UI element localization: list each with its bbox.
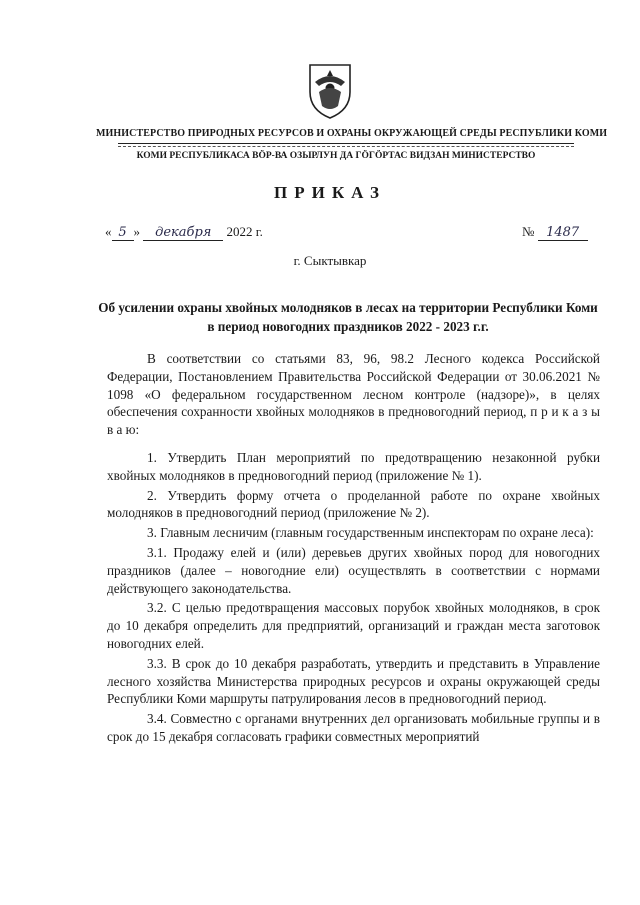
- order-subject: Об усилении охраны хвойных молодняков в лесах на территории Республики Коми в период новогодних праздников 2022 - 2023 г.г.: [98, 300, 598, 334]
- body-item-3-1: 3.1. Продажу елей и (или) деревьев других хвойных пород для новогодних праздников (далее – новогодние ели) осуществлять в соответствии с нормами действующего законодательства.: [107, 544, 600, 596]
- header-rule: [118, 143, 574, 144]
- header-rule-dashed: [118, 146, 574, 147]
- order-body: [107, 350, 600, 746]
- date-year: 2022 г.: [226, 224, 263, 239]
- date-open-quote: «: [105, 224, 112, 239]
- order-number-prefix: №: [522, 224, 535, 239]
- body-item-3-3: 3.3. В срок до 10 декабря разработать, утвердить и представить в Управление лесного хозяйства Министерства природных ресурсов и охраны окружающей среды Республики Коми маршруты патрулирования лесов в предновогодний период.: [107, 655, 600, 707]
- order-title: ПРИКАЗ: [274, 183, 386, 202]
- order-date: [105, 224, 263, 241]
- body-item-3: 3. Главным лесничим (главным государственным инспекторам по охране леса):: [147, 525, 594, 541]
- body-item-3-4: 3.4. Совместно с органами внутренних дел организовать мобильные группы и в срок до 15 декабря согласовать графики совместных мероприятий: [107, 711, 600, 744]
- ministry-name-komi: КОМИ РЕСПУБЛИКАСА ВӦР-ВА ОЗЫРЛУН ДА ГӦГӦРТАС ВИДЗАН МИНИСТЕРСТВО: [136, 151, 536, 161]
- date-month: декабря: [143, 225, 223, 241]
- order-city: г. Сыктывкар: [293, 253, 367, 268]
- body-preamble: В соответствии со статьями 83, 96, 98.2 Лесного кодекса Российской Федерации, Постановлением Правительства Российской Федерации от 30.06.2021 № 1098 «О федеральном государственном лесном контроле (надзоре)», в целях обеспечения сохранности хвойных молодняков в предновогодний период, п р и к а з ы в а ю:: [107, 351, 600, 438]
- body-item-1: 1. Утвердить План мероприятий по предотвращению незаконной рубки хвойных молодняков в предновогодний период (приложение № 1).: [107, 449, 600, 483]
- body-item-3-2: 3.2. С целью предотвращения массовых порубок хвойных молодняков, в срок до 10 декабря определить для предприятий, организаций и граждан места заготовок новогодних елей.: [107, 600, 600, 651]
- date-day: 5: [112, 225, 134, 241]
- ministry-name-russian: МИНИСТЕРСТВО ПРИРОДНЫХ РЕСУРСОВ И ОХРАНЫ ОКРУЖАЮЩЕЙ СРЕДЫ РЕСПУБЛИКИ КОМИ: [96, 128, 608, 139]
- date-close-quote: »: [133, 224, 140, 239]
- komi-coat-of-arms-icon: [307, 62, 353, 120]
- order-number: [522, 224, 588, 241]
- order-number-value: 1487: [538, 225, 588, 241]
- body-item-2: 2. Утвердить форму отчета о проделанной работе по охране хвойных молодняков в предновогодний период (приложение № 2).: [107, 487, 600, 521]
